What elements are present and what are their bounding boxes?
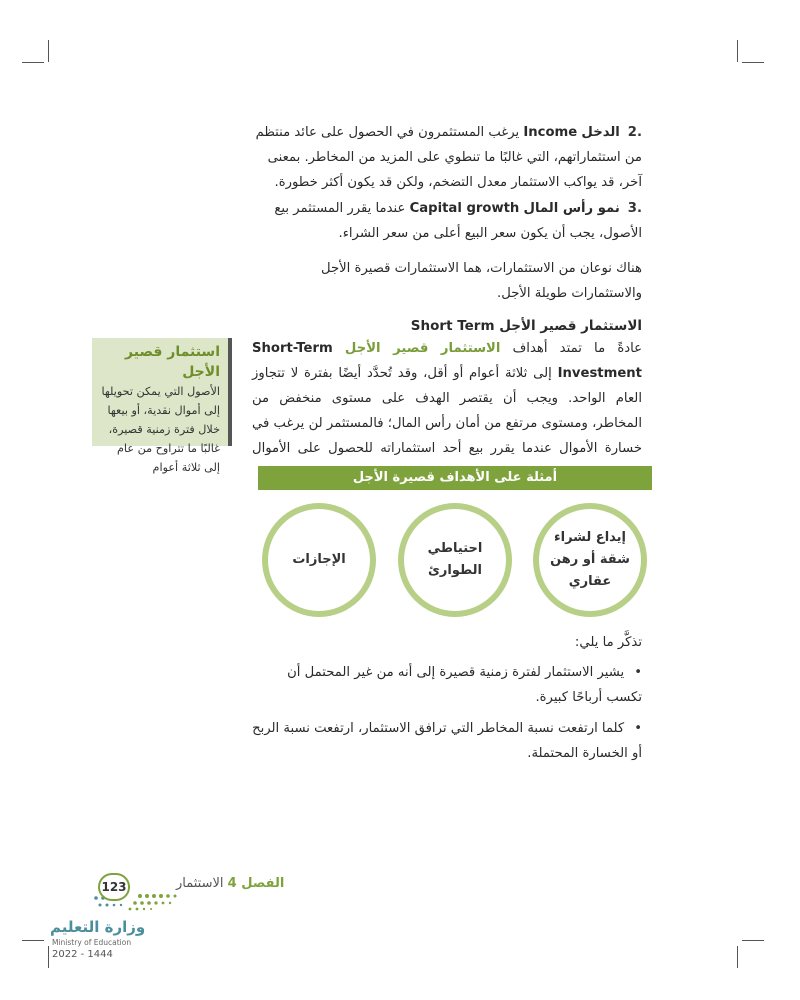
intro-paragraph: هناك نوعان من الاستثمارات، هما الاستثمارات قصيرة الأجل والاستثمارات طويلة الأجل.	[321, 261, 642, 301]
crop-mark	[22, 62, 44, 63]
term-en: Capital growth	[409, 201, 520, 216]
edition-year: 2022 - 1444	[52, 949, 113, 960]
crop-mark	[48, 40, 49, 62]
crop-mark	[22, 940, 44, 941]
term-en: Income	[523, 125, 578, 140]
term-ar: نمو رأس المال	[523, 201, 620, 216]
short-term-paragraph	[252, 336, 642, 486]
page-number: 123	[98, 873, 130, 901]
example-circle-vacations	[260, 501, 378, 619]
list-item-capital-growth	[252, 196, 642, 246]
item-number: .2	[627, 125, 642, 140]
chapter-title: الاستثمار	[176, 876, 224, 891]
heading-ar: الاستثمار قصير الأجل	[499, 318, 642, 334]
example-label: الإجازات	[292, 552, 346, 567]
crop-mark	[737, 40, 738, 62]
term-highlight-ar: الاستثمار قصير الأجل	[344, 341, 501, 356]
example-label: احتياطي الطوارئ	[427, 541, 483, 578]
crop-mark	[737, 946, 738, 968]
bullet-item: • يشير الاستثمار لفترة زمنية قصيرة إلى أنه من غير المحتمل أن تكسب أرباحًا كبيرة.	[252, 660, 642, 710]
definition-sidebar	[92, 338, 232, 474]
sidebar-body: الأصول التي يمكن تحويلها إلى أموال نقدية، أو بيعها خلال فترة زمنية قصيرة، غالبًا ما تتراوح من عام إلى ثلاثة أعوام	[101, 385, 220, 474]
ministry-logo-english: Ministry of Education	[52, 938, 132, 947]
heading-en: Short Term	[410, 318, 495, 334]
term-ar: الدخل	[581, 125, 620, 140]
remember-heading: تذكَّر ما يلي:	[574, 635, 642, 650]
list-item-income	[252, 120, 642, 195]
paragraph-text: إلى ثلاثة أعوام أو أقل، وقد تُحدَّد أيضًا بفترة لا تتجاوز العام الواحد. ويجب أن يقتصر الهدف على مستوى منخفض من المخاطر، ومستوى مرتفع من أمان رأس المال؛ فالمستثمر لن يرغب في خسارة الأموال عندما يقرر بيع أحد استثماراته للحصول على الأموال	[252, 366, 642, 456]
paragraph-text: عادةً ما تمتد أهداف	[512, 341, 642, 356]
crop-mark	[48, 946, 49, 968]
item-number: .3	[627, 201, 642, 216]
item-text: عندما يقرر المستثمر بيع الأصول، يجب أن يكون سعر البيع أعلى من سعر الشراء.	[274, 201, 642, 241]
bullet-item: • كلما ارتفعت نسبة المخاطر التي ترافق الاستثمار، ارتفعت نسبة الربح أو الخسارة المحتملة.	[252, 716, 642, 766]
item-text: يرغب المستثمرون في الحصول على عائد منتظم من استثماراتهم، التي غالبًا ما تنطوي على المزيد من المخاطر. بمعنى آخر، قد يواكب الاستثمار معدل التضخم، ولكن قد يكون أكثر خطورة.	[255, 125, 642, 190]
chapter-number: الفصل 4	[227, 876, 285, 891]
crop-mark	[742, 62, 764, 63]
example-circle-emergency	[396, 501, 514, 619]
sidebar-title: استثمار قصير الأجل	[125, 344, 220, 380]
example-label: إيداع لشراء شقة أو رهن عقاري	[550, 530, 630, 589]
examples-banner: أمثلة على الأهداف قصيرة الأجل	[258, 466, 652, 490]
ministry-logo-text: وزارة التعليم	[50, 918, 146, 936]
crop-mark	[742, 940, 764, 941]
term-highlight-en: Short-Term Investment	[252, 341, 642, 381]
example-circle-mortgage	[531, 501, 649, 619]
